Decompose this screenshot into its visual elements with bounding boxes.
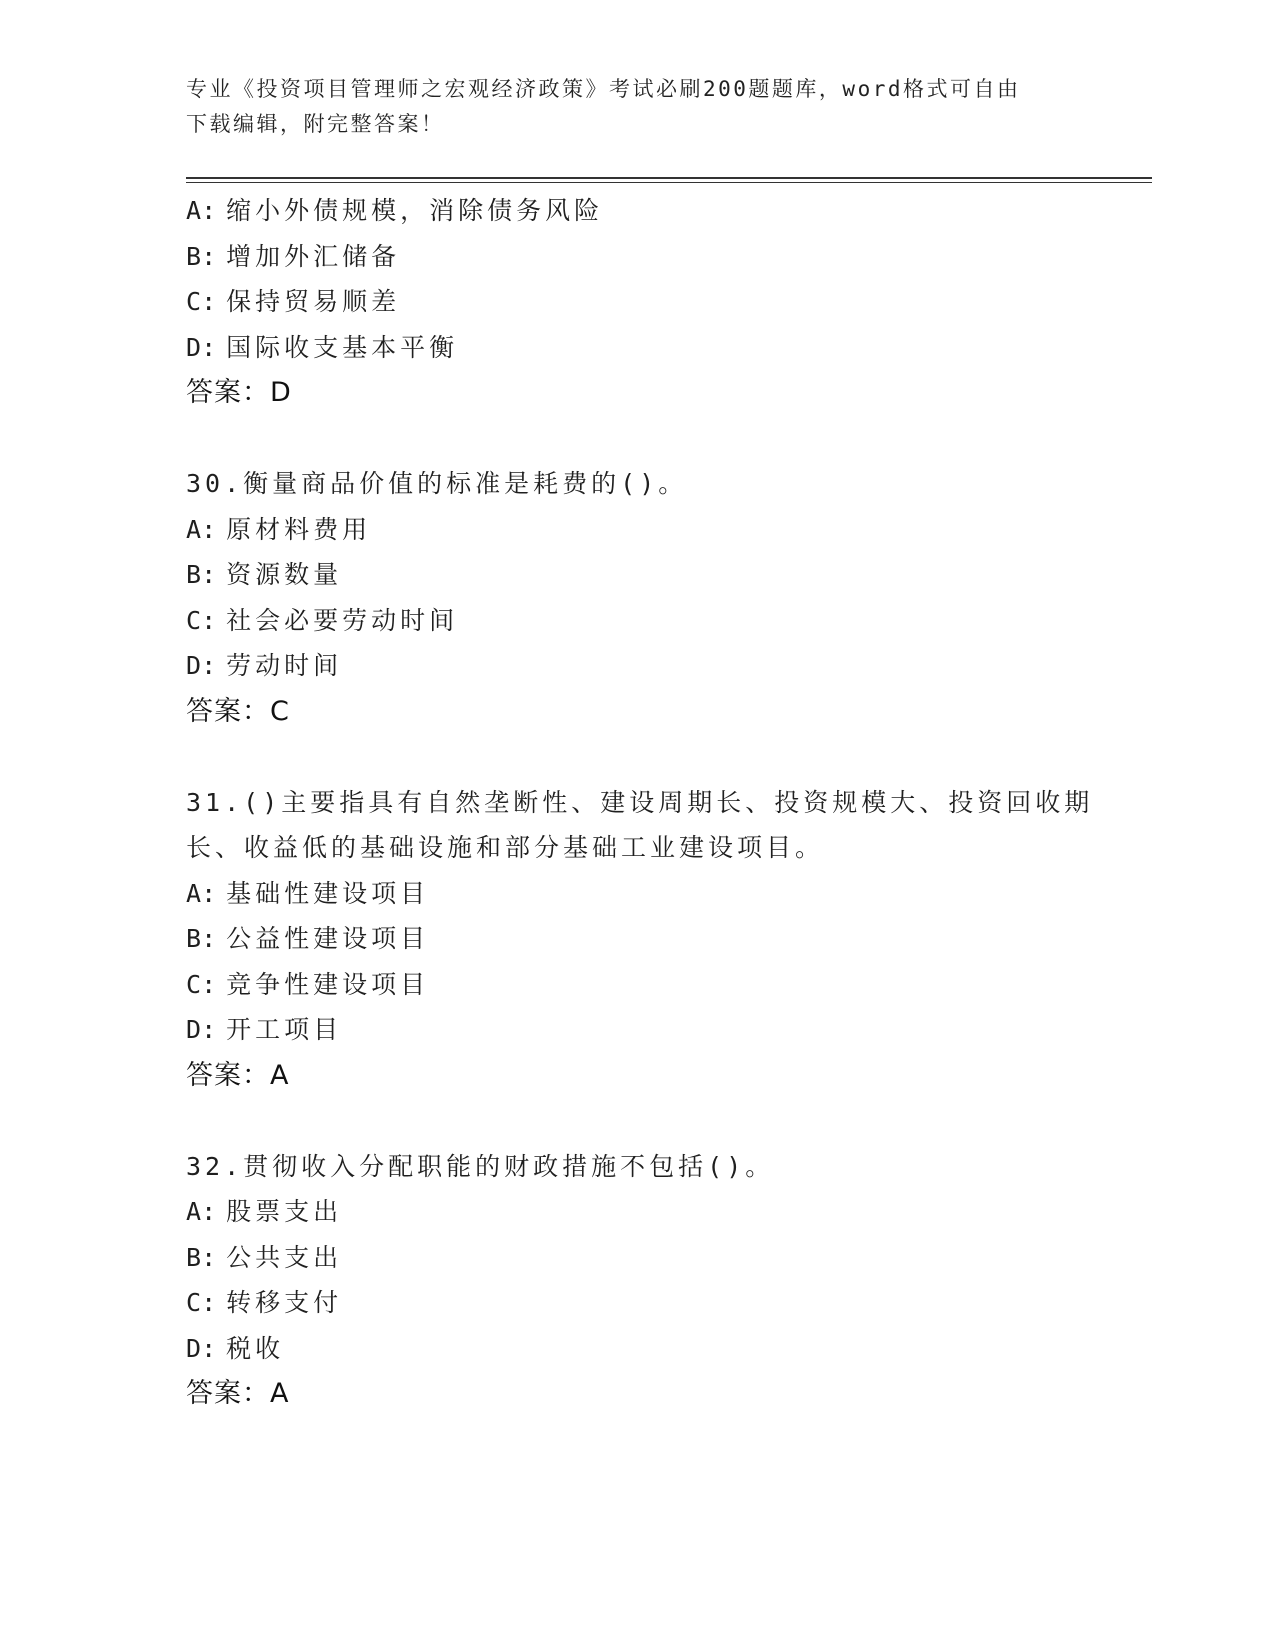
header-line-2: 下载编辑，附完整答案！ bbox=[186, 112, 445, 136]
option-d: D: 国际收支基本平衡 bbox=[186, 332, 459, 362]
option-text: 税收 bbox=[226, 1333, 285, 1363]
option-b: B: 公益性建设项目 bbox=[186, 924, 430, 953]
question-line-2: 长、收益低的基础设施和部分基础工业建设项目。 bbox=[186, 833, 825, 862]
option-d: D: 劳动时间 bbox=[186, 651, 343, 680]
option-d: D: 税收 bbox=[186, 1333, 285, 1363]
option-b: B: 公共支出 bbox=[186, 1242, 343, 1272]
question-block-32 bbox=[186, 1144, 1152, 1417]
option-a: A: 基础性建设项目 bbox=[186, 878, 430, 908]
answer-line: 答案：A bbox=[186, 1059, 290, 1091]
option-c: C: 竞争性建设项目 bbox=[186, 969, 430, 999]
option-text: 开工项目 bbox=[226, 1015, 343, 1044]
option-text: 劳动时间 bbox=[226, 651, 343, 680]
option-text: 社会必要劳动时间 bbox=[226, 605, 459, 635]
answer-line: 答案：A bbox=[186, 1378, 290, 1409]
spacer bbox=[186, 416, 1152, 462]
question-text bbox=[186, 780, 1094, 871]
answer-line: 答案：D bbox=[186, 377, 292, 408]
header-rule-thin bbox=[186, 182, 1152, 183]
option-b: B: 资源数量 bbox=[186, 560, 343, 589]
option-text: 股票支出 bbox=[226, 1197, 343, 1226]
option-d: D: 开工项目 bbox=[186, 1015, 343, 1044]
option-text: 缩小外债规模，消除债务风险 bbox=[226, 196, 604, 225]
spacer bbox=[186, 1098, 1152, 1144]
option-a: A: 缩小外债规模，消除债务风险 bbox=[186, 196, 604, 225]
option-text: 公共支出 bbox=[226, 1242, 343, 1272]
option-text: 转移支付 bbox=[226, 1288, 343, 1317]
option-text: 保持贸易顺差 bbox=[226, 287, 401, 316]
option-c: C: 保持贸易顺差 bbox=[186, 287, 401, 316]
option-text: 增加外汇储备 bbox=[226, 241, 401, 271]
option-text: 原材料费用 bbox=[226, 514, 372, 544]
header-rule-thick bbox=[186, 177, 1152, 179]
option-a: A: 原材料费用 bbox=[186, 514, 372, 544]
header-line-1: 专业《投资项目管理师之宏观经济政策》考试必刷200题题库，word格式可自由 bbox=[186, 77, 1021, 101]
spacer bbox=[186, 734, 1152, 780]
question-block-29 bbox=[186, 188, 1152, 416]
document-header bbox=[186, 72, 1066, 142]
question-block-31 bbox=[186, 780, 1152, 1099]
option-b: B: 增加外汇储备 bbox=[186, 241, 401, 271]
option-c: C: 转移支付 bbox=[186, 1288, 343, 1317]
option-c: C: 社会必要劳动时间 bbox=[186, 605, 459, 635]
question-list bbox=[186, 188, 1152, 1417]
option-text: 国际收支基本平衡 bbox=[226, 332, 459, 362]
option-text: 资源数量 bbox=[226, 560, 343, 589]
option-text: 竞争性建设项目 bbox=[226, 969, 430, 999]
question-text: 32.贯彻收入分配职能的财政措施不包括()。 bbox=[186, 1151, 775, 1181]
question-block-30 bbox=[186, 461, 1152, 734]
option-a: A: 股票支出 bbox=[186, 1197, 343, 1226]
question-text: 30.衡量商品价值的标准是耗费的()。 bbox=[186, 469, 688, 498]
answer-line: 答案：C bbox=[186, 695, 290, 727]
option-text: 基础性建设项目 bbox=[226, 878, 430, 908]
option-text: 公益性建设项目 bbox=[226, 924, 430, 953]
question-line-1: 31.()主要指具有自然垄断性、建设周期长、投资规模大、投资回收期 bbox=[186, 787, 1094, 817]
